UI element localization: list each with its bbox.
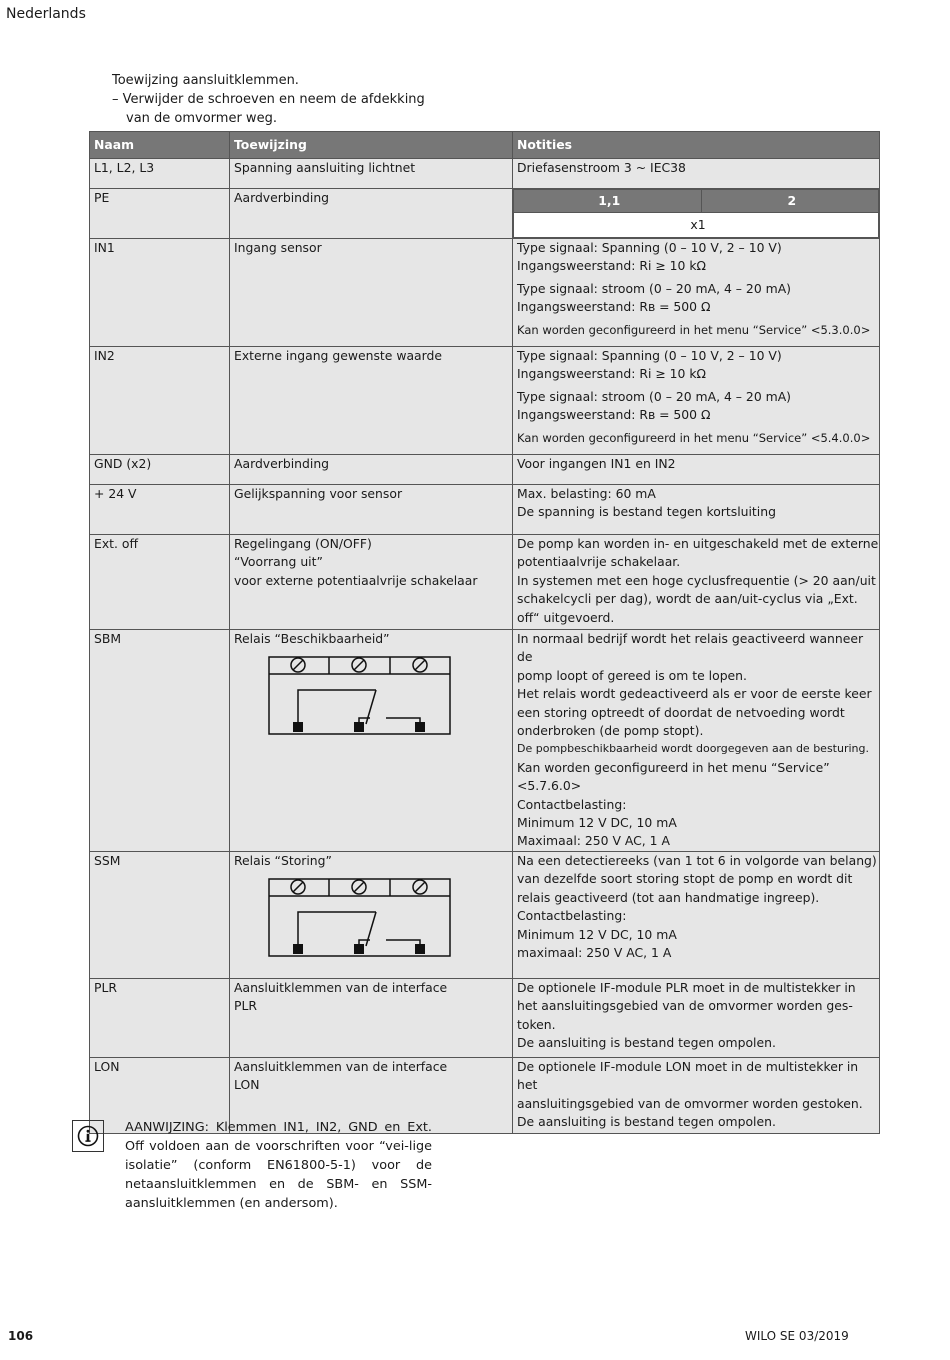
cell-name: PLR: [90, 978, 230, 1057]
column-header-toewijzing: Toewijzing: [230, 132, 513, 159]
language-label: Nederlands: [6, 6, 86, 22]
intro: [112, 71, 436, 128]
cell-name: + 24 V: [90, 485, 230, 535]
cell-assign: Ingang sensor: [230, 239, 513, 347]
screw-icon: [413, 658, 427, 672]
cell-assign: Relais “Beschikbaarheid”: [230, 630, 513, 852]
cell-notes: Voor ingangen IN1 en IN2: [513, 455, 880, 485]
cell-assign: Aansluitklemmen van de interface PLR: [230, 978, 513, 1057]
publisher: WILO SE 03/2019: [745, 1329, 849, 1343]
info-icon: [72, 1120, 104, 1152]
table-row: [90, 630, 880, 852]
cell-assign: Relais “Storing”: [230, 851, 513, 978]
cell-notes: Type signaal: Spanning (0 – 10 V, 2 – 10 V) Ingangsweerstand: Ri ≥ 10 kΩ Type signaal: stroom (0 – 20 mA, 4 – 20 mA) Ingangsweerstand: Rʙ = 500 Ω Kan worden geconfigureerd in het menu “Service” <5.3.0.0>: [513, 239, 880, 347]
cell-notes: De optionele IF-module PLR moet in de multistekker in het aansluitingsgebied van de omvormer worden ges- token. De aansluiting is bestand tegen ompolen.: [513, 978, 880, 1057]
cell-assign: Aansluitklemmen van de interface LON: [230, 1057, 513, 1133]
cell-notes: Driefasenstroom 3 ~ IEC38: [513, 159, 880, 189]
terminal-table: [89, 131, 880, 1134]
screw-icon: [352, 658, 366, 672]
page-number: 106: [8, 1329, 34, 1343]
screw-icon: [291, 658, 305, 672]
sub-value-x1: x1: [514, 213, 879, 238]
table-row: [90, 851, 880, 978]
table-row: [90, 159, 880, 189]
screw-icon: [352, 880, 366, 894]
cell-assign: Regelingang (ON/OFF) “Voorrang uit” voor externe potentiaalvrije schakelaar: [230, 535, 513, 630]
table-row: [90, 455, 880, 485]
cell-name: IN2: [90, 347, 230, 455]
cell-name: SBM: [90, 630, 230, 852]
pe-sub-table: [513, 189, 879, 238]
table-row: [90, 485, 880, 535]
cell-name: SSM: [90, 851, 230, 978]
sub-header-1-1: 1,1: [514, 190, 702, 213]
cell-notes: In normaal bedrijf wordt het relais geactiveerd wanneer de pomp loopt of gereed is om te lopen. Het relais wordt gedeactiveerd als er voor de eerste keer een storing optreedt of doordat de netvoeding wordt onderbroken (de pomp stopt). De pompbeschikbaarheid wordt doorgegeven aan de besturing. Kan worden geconfigureerd in het menu “Service” <5.7.6.0> Contactbelasting: Minimum 12 V DC, 10 mA Maximaal: 250 V AC, 1 A: [513, 630, 880, 852]
relay-diagram-ssm: [268, 878, 452, 958]
cell-notes: Type signaal: Spanning (0 – 10 V, 2 – 10 V) Ingangsweerstand: Ri ≥ 10 kΩ Type signaal: stroom (0 – 20 mA, 4 – 20 mA) Ingangsweerstand: Rʙ = 500 Ω Kan worden geconfigureerd in het menu “Service” <5.4.0.0>: [513, 347, 880, 455]
cell-name: LON: [90, 1057, 230, 1133]
screw-icon: [291, 880, 305, 894]
table-row: [90, 978, 880, 1057]
cell-assign: Spanning aansluiting lichtnet: [230, 159, 513, 189]
cell-assign: Aardverbinding: [230, 189, 513, 239]
table-row: [90, 535, 880, 630]
cell-name: IN1: [90, 239, 230, 347]
table-header-row: [90, 132, 880, 159]
cell-name: Ext. off: [90, 535, 230, 630]
cell-assign: Gelijkspanning voor sensor: [230, 485, 513, 535]
table-row: [90, 189, 880, 239]
column-header-naam: Naam: [90, 132, 230, 159]
cell-name: GND (x2): [90, 455, 230, 485]
intro-bullet: – Verwijder de schroeven en neem de afdekking van de omvormer weg.: [112, 92, 425, 126]
table-row: [90, 347, 880, 455]
screw-icon: [413, 880, 427, 894]
cell-notes: De optionele IF-module LON moet in de multistekker in het aansluitingsgebied van de omvormer worden gestoken. De aansluiting is bestand tegen ompolen.: [513, 1057, 880, 1133]
intro-title: Toewijzing aansluitklemmen.: [112, 73, 299, 88]
cell-assign: Externe ingang gewenste waarde: [230, 347, 513, 455]
sub-header-2: 2: [701, 190, 879, 213]
relay-diagram-sbm: [268, 656, 452, 736]
cell-assign: Aardverbinding: [230, 455, 513, 485]
table-row: [90, 239, 880, 347]
cell-notes: [513, 189, 880, 239]
cell-notes: Na een detectiereeks (van 1 tot 6 in volgorde van belang) van dezelfde soort storing stopt de pomp en wordt dit relais geactiveerd (tot aan handmatige ingreep). Contactbelasting: Minimum 12 V DC, 10 mA maximaal: 250 V AC, 1 A: [513, 851, 880, 978]
note-text: AANWIJZING: Klemmen IN1, IN2, GND en Ext. Off voldoen aan de voorschriften voor “vei-lige isolatie” (conform EN61800-5-1) voor de netaansluitklemmen en de SBM- en SSM-aansluitklemmen (en andersom).: [125, 1120, 432, 1211]
cell-name: L1, L2, L3: [90, 159, 230, 189]
column-header-notities: Notities: [513, 132, 880, 159]
cell-notes: De pomp kan worden in- en uitgeschakeld met de externe potentiaalvrije schakelaar. In systemen met een hoge cyclusfrequentie (> 20 aan/uit schakelcycli per dag), wordt de aan/uit-cyclus via „Ext. off“ uitgevoerd.: [513, 535, 880, 630]
cell-name: PE: [90, 189, 230, 239]
cell-notes: Max. belasting: 60 mA De spanning is bestand tegen kortsluiting: [513, 485, 880, 535]
